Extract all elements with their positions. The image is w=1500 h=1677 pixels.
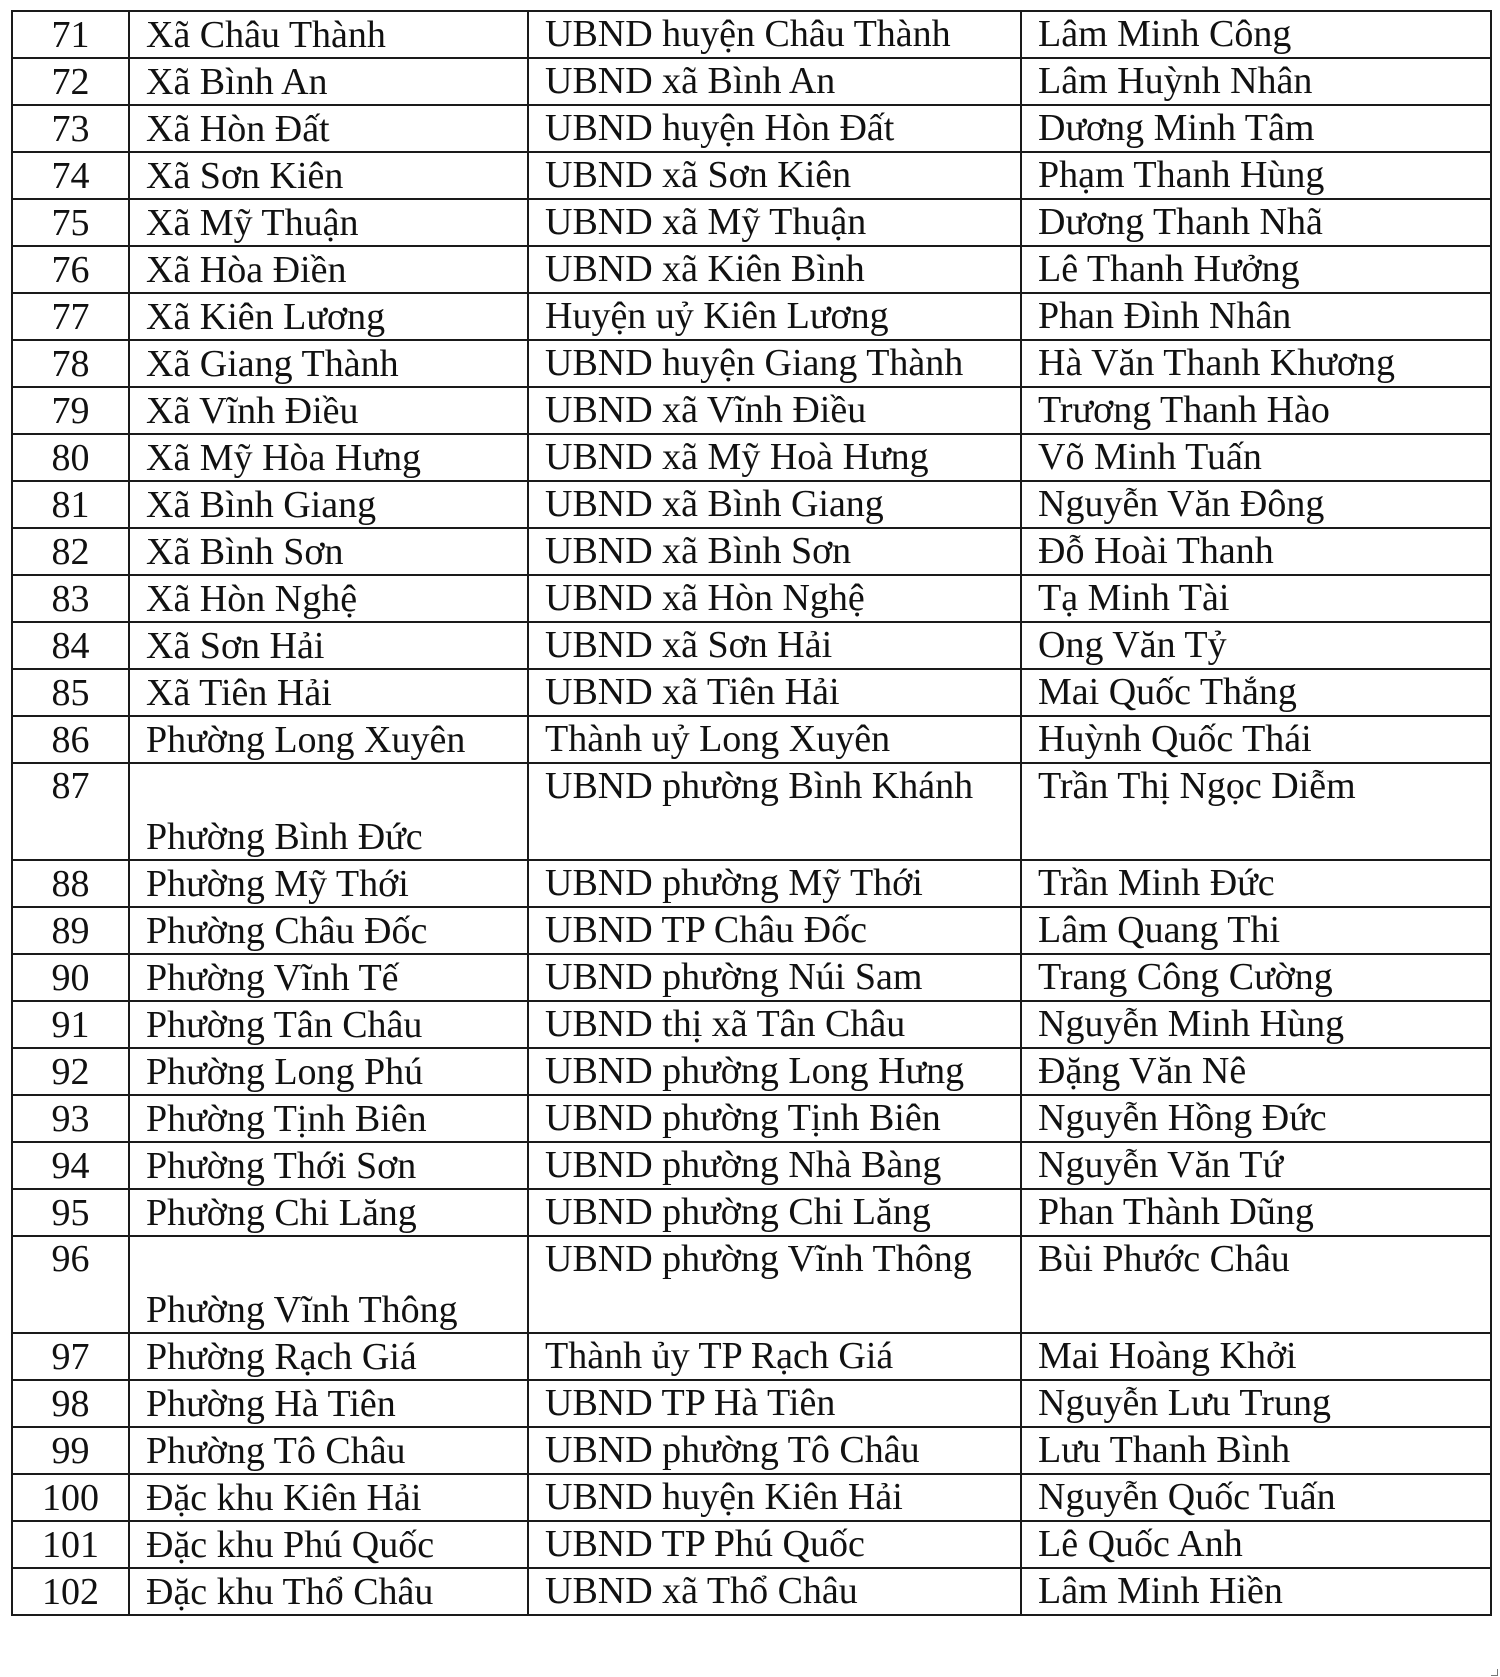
person-name-cell: Lưu Thanh Bình: [1021, 1427, 1491, 1474]
row-number-cell: 82: [12, 528, 129, 575]
office-cell: UBND huyện Kiên Hải: [528, 1474, 1021, 1521]
person-name-cell: Nguyễn Văn Tứ: [1021, 1142, 1491, 1189]
office-cell: UBND phường Nhà Bàng: [528, 1142, 1021, 1189]
table-row: [12, 58, 1491, 105]
person-name-cell: Lâm Quang Thi: [1021, 907, 1491, 954]
table-row: [12, 199, 1491, 246]
person-name-cell: Trang Công Cường: [1021, 954, 1491, 1001]
unit-leader-table: [11, 10, 1492, 1616]
unit-name-cell: Phường Vĩnh Tế: [129, 954, 528, 1001]
person-name-cell: Nguyễn Hồng Đức: [1021, 1095, 1491, 1142]
person-name-cell: Lâm Minh Hiền: [1021, 1568, 1491, 1615]
office-cell: UBND phường Vĩnh Thông: [528, 1236, 1021, 1333]
corner-mark: [1491, 1669, 1498, 1676]
office-cell: UBND phường Long Hưng: [528, 1048, 1021, 1095]
unit-name-cell: Xã Bình Sơn: [129, 528, 528, 575]
table-row: [12, 622, 1491, 669]
unit-name-cell: Xã Giang Thành: [129, 340, 528, 387]
office-cell: Thành ủy TP Rạch Giá: [528, 1333, 1021, 1380]
row-number-cell: 84: [12, 622, 129, 669]
row-number-cell: 91: [12, 1001, 129, 1048]
person-name-cell: Bùi Phước Châu: [1021, 1236, 1491, 1333]
office-cell: UBND xã Mỹ Hoà Hưng: [528, 434, 1021, 481]
person-name-cell: Dương Thanh Nhã: [1021, 199, 1491, 246]
office-cell: UBND huyện Hòn Đất: [528, 105, 1021, 152]
table-row: [12, 1380, 1491, 1427]
person-name-cell: Trần Thị Ngọc Diễm: [1021, 763, 1491, 860]
table-row: [12, 1095, 1491, 1142]
person-name-cell: Đặng Văn Nê: [1021, 1048, 1491, 1095]
office-cell: Thành uỷ Long Xuyên: [528, 716, 1021, 763]
row-number-cell: 86: [12, 716, 129, 763]
unit-name-cell: Phường Bình Đức: [129, 763, 528, 860]
unit-name-cell: Xã Mỹ Hòa Hưng: [129, 434, 528, 481]
office-cell: UBND xã Sơn Kiên: [528, 152, 1021, 199]
person-name-cell: Huỳnh Quốc Thái: [1021, 716, 1491, 763]
table-body: [12, 11, 1491, 1615]
row-number-cell: 73: [12, 105, 129, 152]
table-row: [12, 1474, 1491, 1521]
row-number-cell: 87: [12, 763, 129, 860]
table-row: [12, 716, 1491, 763]
table-row: [12, 1333, 1491, 1380]
unit-name-cell: Phường Tịnh Biên: [129, 1095, 528, 1142]
unit-name-cell: Phường Tân Châu: [129, 1001, 528, 1048]
office-cell: UBND TP Châu Đốc: [528, 907, 1021, 954]
table-row: [12, 1236, 1491, 1333]
person-name-cell: Hà Văn Thanh Khương: [1021, 340, 1491, 387]
unit-name-cell: Phường Vĩnh Thông: [129, 1236, 528, 1333]
person-name-cell: Nguyễn Văn Đông: [1021, 481, 1491, 528]
table-row: [12, 1521, 1491, 1568]
office-cell: UBND huyện Châu Thành: [528, 11, 1021, 58]
unit-name-cell: Xã Hòa Điền: [129, 246, 528, 293]
table-row: [12, 105, 1491, 152]
unit-name-cell: Đặc khu Thổ Châu: [129, 1568, 528, 1615]
unit-name-cell: Xã Kiên Lương: [129, 293, 528, 340]
person-name-cell: Lâm Huỳnh Nhân: [1021, 58, 1491, 105]
unit-name-cell: Phường Long Xuyên: [129, 716, 528, 763]
office-cell: UBND phường Chi Lăng: [528, 1189, 1021, 1236]
office-cell: UBND phường Tô Châu: [528, 1427, 1021, 1474]
person-name-cell: Lâm Minh Công: [1021, 11, 1491, 58]
unit-name-cell: Xã Hòn Đất: [129, 105, 528, 152]
office-cell: UBND phường Tịnh Biên: [528, 1095, 1021, 1142]
unit-name-cell: Đặc khu Phú Quốc: [129, 1521, 528, 1568]
person-name-cell: Phạm Thanh Hùng: [1021, 152, 1491, 199]
table-row: [12, 152, 1491, 199]
person-name-cell: Dương Minh Tâm: [1021, 105, 1491, 152]
row-number-cell: 100: [12, 1474, 129, 1521]
office-cell: UBND huyện Giang Thành: [528, 340, 1021, 387]
table-row: [12, 1568, 1491, 1615]
unit-name-cell: Xã Hòn Nghệ: [129, 575, 528, 622]
row-number-cell: 83: [12, 575, 129, 622]
table-row: [12, 340, 1491, 387]
row-number-cell: 71: [12, 11, 129, 58]
person-name-cell: Phan Đình Nhân: [1021, 293, 1491, 340]
office-cell: UBND xã Mỹ Thuận: [528, 199, 1021, 246]
person-name-cell: Ong Văn Tỷ: [1021, 622, 1491, 669]
row-number-cell: 92: [12, 1048, 129, 1095]
row-number-cell: 74: [12, 152, 129, 199]
row-number-cell: 76: [12, 246, 129, 293]
row-number-cell: 80: [12, 434, 129, 481]
table-row: [12, 1001, 1491, 1048]
row-number-cell: 90: [12, 954, 129, 1001]
row-number-cell: 94: [12, 1142, 129, 1189]
row-number-cell: 99: [12, 1427, 129, 1474]
office-cell: UBND phường Núi Sam: [528, 954, 1021, 1001]
row-number-cell: 75: [12, 199, 129, 246]
unit-name-cell: Phường Tô Châu: [129, 1427, 528, 1474]
person-name-cell: Nguyễn Lưu Trung: [1021, 1380, 1491, 1427]
table-row: [12, 907, 1491, 954]
unit-name-cell: Xã Mỹ Thuận: [129, 199, 528, 246]
row-number-cell: 101: [12, 1521, 129, 1568]
office-cell: UBND xã Kiên Bình: [528, 246, 1021, 293]
table-row: [12, 293, 1491, 340]
unit-name-cell: Phường Chi Lăng: [129, 1189, 528, 1236]
person-name-cell: Nguyễn Quốc Tuấn: [1021, 1474, 1491, 1521]
unit-name-cell: Xã Tiên Hải: [129, 669, 528, 716]
row-number-cell: 95: [12, 1189, 129, 1236]
person-name-cell: Phan Thành Dũng: [1021, 1189, 1491, 1236]
table-row: [12, 434, 1491, 481]
row-number-cell: 77: [12, 293, 129, 340]
table-row: [12, 575, 1491, 622]
office-cell: UBND TP Phú Quốc: [528, 1521, 1021, 1568]
person-name-cell: Nguyễn Minh Hùng: [1021, 1001, 1491, 1048]
unit-name-cell: Xã Bình Giang: [129, 481, 528, 528]
table-row: [12, 528, 1491, 575]
row-number-cell: 85: [12, 669, 129, 716]
table-row: [12, 1048, 1491, 1095]
row-number-cell: 72: [12, 58, 129, 105]
unit-name-cell: Xã Châu Thành: [129, 11, 528, 58]
unit-name-cell: Xã Sơn Kiên: [129, 152, 528, 199]
row-number-cell: 102: [12, 1568, 129, 1615]
office-cell: UBND xã Sơn Hải: [528, 622, 1021, 669]
table-row: [12, 481, 1491, 528]
table-row: [12, 860, 1491, 907]
unit-name-cell: Phường Mỹ Thới: [129, 860, 528, 907]
table-row: [12, 246, 1491, 293]
office-cell: UBND thị xã Tân Châu: [528, 1001, 1021, 1048]
unit-name-cell: Xã Vĩnh Điều: [129, 387, 528, 434]
office-cell: UBND xã Bình Giang: [528, 481, 1021, 528]
office-cell: UBND xã Tiên Hải: [528, 669, 1021, 716]
person-name-cell: Mai Quốc Thắng: [1021, 669, 1491, 716]
unit-name-cell: Phường Rạch Giá: [129, 1333, 528, 1380]
row-number-cell: 88: [12, 860, 129, 907]
person-name-cell: Tạ Minh Tài: [1021, 575, 1491, 622]
office-cell: UBND xã Hòn Nghệ: [528, 575, 1021, 622]
table-row: [12, 11, 1491, 58]
row-number-cell: 98: [12, 1380, 129, 1427]
table-row: [12, 1427, 1491, 1474]
row-number-cell: 93: [12, 1095, 129, 1142]
office-cell: UBND TP Hà Tiên: [528, 1380, 1021, 1427]
unit-name-cell: Phường Hà Tiên: [129, 1380, 528, 1427]
person-name-cell: Mai Hoàng Khởi: [1021, 1333, 1491, 1380]
row-number-cell: 97: [12, 1333, 129, 1380]
unit-name-cell: Phường Châu Đốc: [129, 907, 528, 954]
unit-name-cell: Phường Long Phú: [129, 1048, 528, 1095]
table-row: [12, 763, 1491, 860]
row-number-cell: 78: [12, 340, 129, 387]
unit-name-cell: Phường Thới Sơn: [129, 1142, 528, 1189]
person-name-cell: Trương Thanh Hào: [1021, 387, 1491, 434]
row-number-cell: 89: [12, 907, 129, 954]
unit-name-cell: Xã Sơn Hải: [129, 622, 528, 669]
office-cell: Huyện uỷ Kiên Lương: [528, 293, 1021, 340]
person-name-cell: Đỗ Hoài Thanh: [1021, 528, 1491, 575]
office-cell: UBND xã Bình Sơn: [528, 528, 1021, 575]
row-number-cell: 81: [12, 481, 129, 528]
office-cell: UBND xã Thổ Châu: [528, 1568, 1021, 1615]
office-cell: UBND xã Bình An: [528, 58, 1021, 105]
office-cell: UBND phường Mỹ Thới: [528, 860, 1021, 907]
person-name-cell: Trần Minh Đức: [1021, 860, 1491, 907]
office-cell: UBND phường Bình Khánh: [528, 763, 1021, 860]
person-name-cell: Võ Minh Tuấn: [1021, 434, 1491, 481]
table-row: [12, 387, 1491, 434]
row-number-cell: 79: [12, 387, 129, 434]
table-row: [12, 954, 1491, 1001]
unit-name-cell: Xã Bình An: [129, 58, 528, 105]
person-name-cell: Lê Thanh Hưởng: [1021, 246, 1491, 293]
person-name-cell: Lê Quốc Anh: [1021, 1521, 1491, 1568]
table-row: [12, 1189, 1491, 1236]
row-number-cell: 96: [12, 1236, 129, 1333]
table-row: [12, 669, 1491, 716]
table-row: [12, 1142, 1491, 1189]
office-cell: UBND xã Vĩnh Điều: [528, 387, 1021, 434]
unit-name-cell: Đặc khu Kiên Hải: [129, 1474, 528, 1521]
